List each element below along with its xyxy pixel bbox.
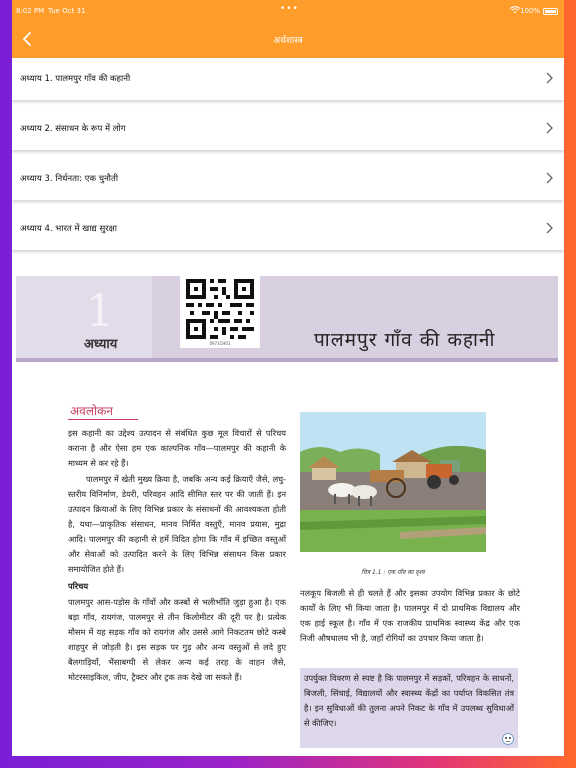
multitask-dots-icon[interactable]: ••• [280,4,299,14]
chapter-item-3[interactable] [12,158,564,200]
paragraph: नलकूप बिजली से ही चलते हैं और इसका उपयोग विभिन्न प्रकार के छोटे कार्यों के लिए भी किया जाता है। पालमपुर में दो प्राथमिक विद्यालय और एक हाई स्कूल है। गाँव में एक राजकीय प्राथमिक स्वास्थ्य केंद्र और एक निजी औषधालय भी है, जहाँ रोगियों का उपचार किया जाता है। [300,588,520,643]
book-page[interactable] [12,256,564,756]
highlight-box [300,668,518,748]
qr-code [180,274,260,348]
chevron-right-icon [542,221,556,235]
chevron-right-icon [542,71,556,85]
qr-id: 0971CH01 [209,341,231,346]
subheading: परिचय [68,581,89,591]
wifi-icon [510,6,520,16]
village-illustration [300,412,486,552]
qr-code-icon [186,278,254,340]
chevron-right-icon [542,121,556,135]
chapter-list [12,58,564,258]
paragraph: पालमपुर में खेती मुख्य क्रिया है, जबकि अन्य कई क्रियाएँ जैसे, लघु-स्तरीय विनिर्माण, डेयरी, परिवहन आदि सीमित स्तर पर की जाती हैं। इन उत्पादन क्रियाओं के लिए विभिन्न प्रकार के संसाधनों की आवश्यकता होती है, यथा—प्राकृतिक संसाधन, मानव निर्मित वस्तुएँ, मानव प्रयास, मुद्रा आदि। पालमपुर की कहानी से हमें विदित होगा कि गाँव में इच्छित वस्तुओं और सेवाओं को उत्पादित करने के लिए विभिन्न संसाधन किस प्रकार समायोजित होते हैं। [68,474,286,574]
chapter-title: पालमपुर गाँव की कहानी [314,329,496,351]
section-heading: अवलोकन [70,404,113,418]
highlight-text: उपर्युक्त विवरण से स्पष्ट है कि पालमपुर में सड़कों, परिवहन के साधनों, बिजली, सिंचाई, विद्यालयों और स्वास्थ्य केंद्रों का पर्याप्त विकसित तंत्र है। इन सुविधाओं की तुलना अपने निकट के गाँव में उपलब्ध सुविधाओं से कीजिए। [304,673,514,728]
nav-bar [12,22,564,58]
status-date: Tue Oct 31 [48,7,86,15]
figure-caption: चित्र 1.1 : एक गाँव का दृश्य [361,569,425,576]
chapter-number: 1 [86,286,114,337]
chapter-label: अध्याय 4. भारत में खाद्य सुरक्षा [20,224,117,234]
mascot-icon [500,731,516,745]
chapter-item-4[interactable] [12,208,564,250]
status-time: 8:02 PM [16,7,45,15]
chapter-label: अध्याय 3. निर्धनता: एक चुनौती [20,174,119,184]
chapter-word: अध्याय [84,337,118,352]
right-column [300,586,520,646]
chapter-item-2[interactable] [12,108,564,150]
chevron-right-icon [542,171,556,185]
chapter-label: अध्याय 2. संसाधन के रूप में लोग [20,124,126,134]
app-window [12,0,564,756]
nav-title: अर्थशास्त्र [273,36,303,46]
battery-percent: 100% [519,7,540,15]
status-bar [12,0,564,22]
chapter-label: अध्याय 1. पालमपुर गाँव की कहानी [20,74,131,84]
chapter-item-1[interactable] [12,58,564,100]
left-column [68,426,286,686]
battery-icon [543,8,558,15]
paragraph: इस कहानी का उद्देश्य उत्पादन से संबंधित कुछ मूल विचारों से परिचय कराना है और ऐसा हम एक काल्पनिक गाँव—पालमपुर की कहानी के माध्यम से कर रहे हैं। [68,428,286,468]
paragraph: पालमपुर आस-पड़ोस के गाँवों और कस्बों से भलीभाँति जुड़ा हुआ है। एक बड़ा गाँव, रायगंज, पालमपुर से तीन किलोमीटर की दूरी पर है। प्रत्येक मौसम में यह सड़क गाँव को रायगंज और उससे आगे निकटतम छोटे कस्बे शाहपुर से जोड़ती है। इस सड़क पर गुड़ और अन्य वस्तुओं से लदे हुए बैलगाड़ियाँ, भैंसाबग्घी से लेकर अन्य कई तरह के वाहन जैसे, मोटरसाइकिल, जीप, ट्रैक्टर और ट्रक तक देखे जा सकते हैं। [68,597,286,682]
